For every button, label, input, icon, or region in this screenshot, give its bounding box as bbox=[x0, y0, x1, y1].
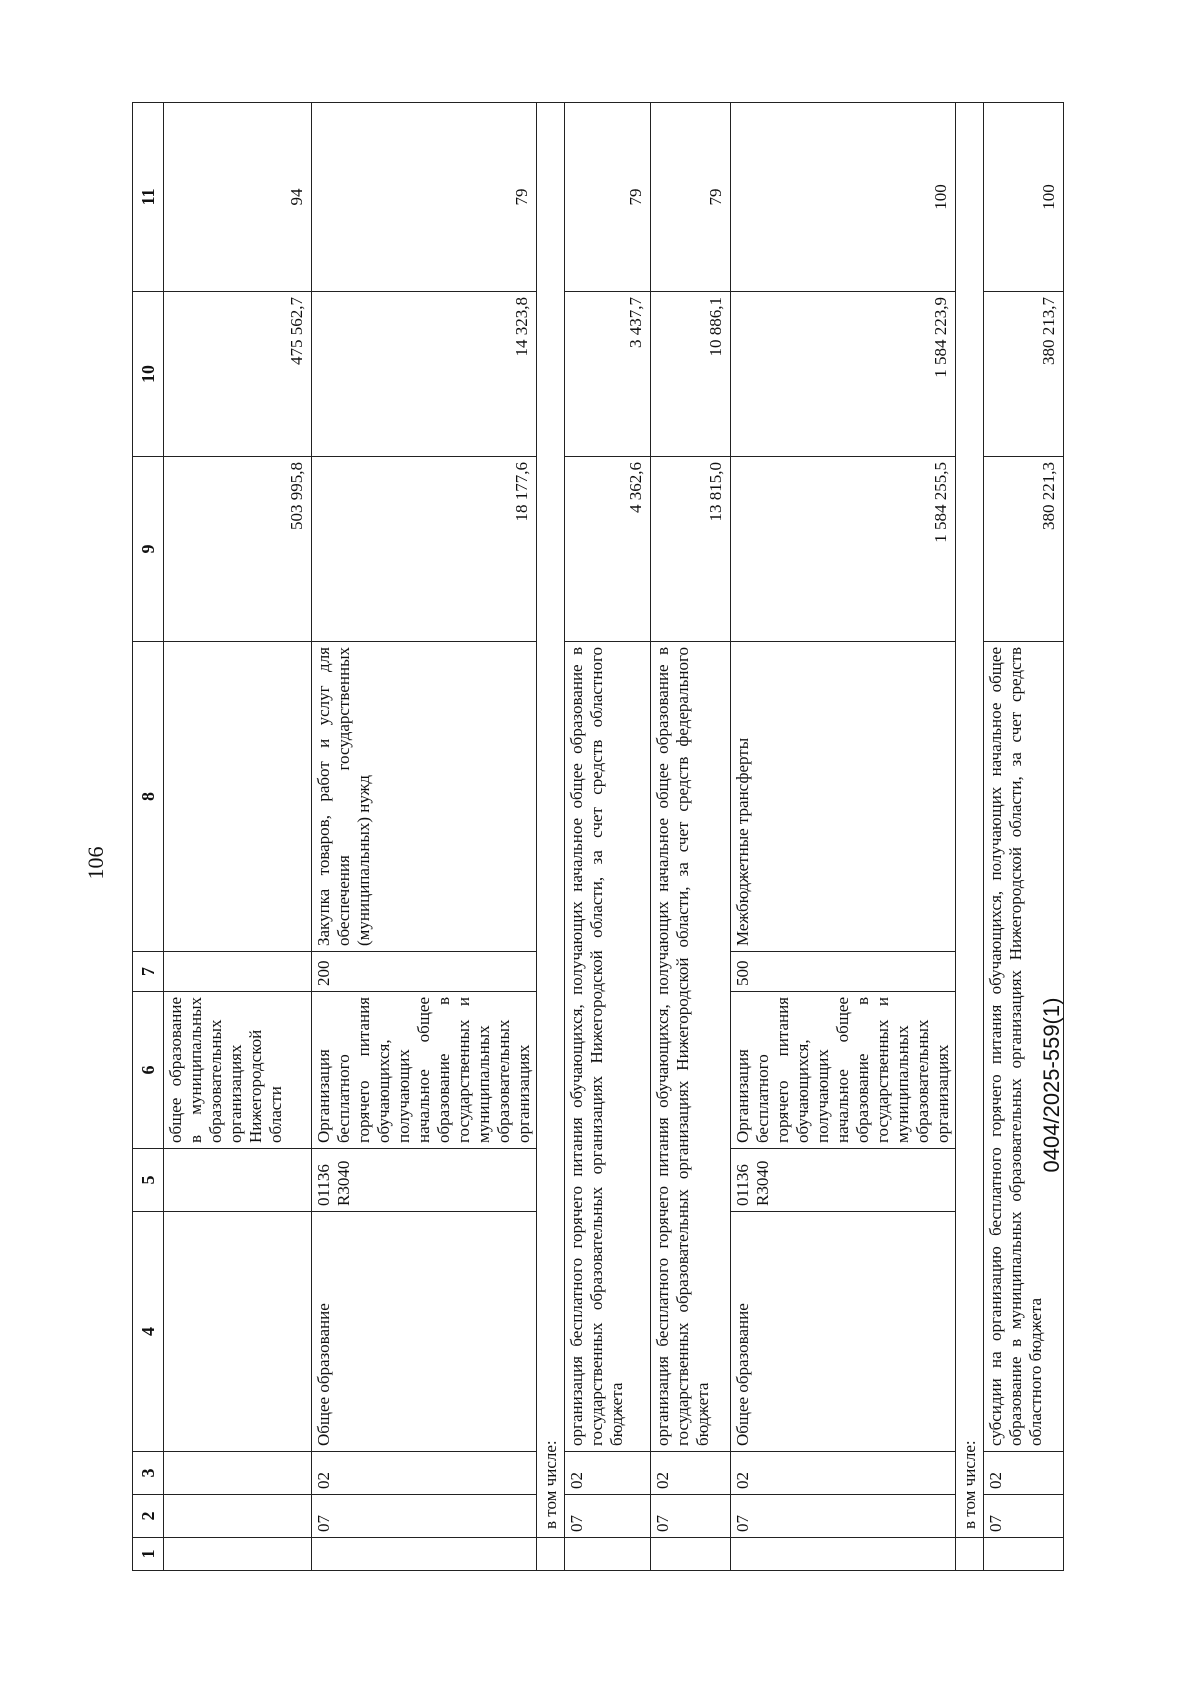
cell-c9: 4 362,6 bbox=[565, 457, 651, 642]
cell-c8: Закупка товаров, работ и услуг для обеспечения государственных (муниципальных) нужд bbox=[312, 642, 537, 952]
col-header-9: 9 bbox=[133, 457, 164, 642]
col-header-2: 2 bbox=[133, 1495, 164, 1538]
cell-c2 bbox=[164, 1495, 312, 1538]
cell-c11: 100 bbox=[984, 103, 1064, 292]
cell-c4: Общее образование bbox=[312, 1212, 537, 1452]
document-code: 0404/2025-559(1) bbox=[1039, 997, 1064, 1173]
cell-c1 bbox=[164, 1538, 312, 1571]
table-row bbox=[956, 103, 984, 1571]
cell-c10: 3 437,7 bbox=[565, 292, 651, 457]
cell-span: субсидии на организацию бесплатного горячего питания обучающихся, получающих начальное общее образование в муниципальных образовательных организациях Нижегородской области, за счет средств областного бюджета bbox=[984, 642, 1064, 1452]
col-header-10: 10 bbox=[133, 292, 164, 457]
cell-c7: 500 bbox=[731, 952, 956, 992]
cell-c7 bbox=[164, 952, 312, 992]
cell-c9: 380 221,3 bbox=[984, 457, 1064, 642]
col-header-6: 6 bbox=[133, 992, 164, 1149]
cell-span: в том числе: bbox=[956, 103, 984, 1538]
cell-c3: 02 bbox=[984, 1452, 1064, 1495]
col-header-5: 5 bbox=[133, 1149, 164, 1212]
col-header-4: 4 bbox=[133, 1212, 164, 1452]
cell-c1 bbox=[956, 1538, 984, 1571]
cell-c1 bbox=[565, 1538, 651, 1571]
cell-c3: 02 bbox=[651, 1452, 731, 1495]
cell-c3 bbox=[164, 1452, 312, 1495]
cell-c5: 01136 R3040 bbox=[312, 1149, 537, 1212]
cell-c11: 94 bbox=[164, 103, 312, 292]
table-row bbox=[731, 103, 956, 1571]
cell-c11: 79 bbox=[651, 103, 731, 292]
cell-c3: 02 bbox=[565, 1452, 651, 1495]
cell-c6: Организация бесплатного горячего питания обучающихся, получающих начальное общее образование в государственных и муниципальных образовательных организациях bbox=[312, 992, 537, 1149]
cell-c7: 200 bbox=[312, 952, 537, 992]
col-header-11: 11 bbox=[133, 103, 164, 292]
table-row bbox=[984, 103, 1064, 1571]
table-row bbox=[312, 103, 537, 1571]
cell-c2: 07 bbox=[984, 1495, 1064, 1538]
col-header-3: 3 bbox=[133, 1452, 164, 1495]
cell-c2: 07 bbox=[565, 1495, 651, 1538]
cell-c10: 475 562,7 bbox=[164, 292, 312, 457]
cell-c3: 02 bbox=[312, 1452, 537, 1495]
cell-c8: Межбюджетные трансферты bbox=[731, 642, 956, 952]
cell-c8 bbox=[164, 642, 312, 952]
cell-c11: 100 bbox=[731, 103, 956, 292]
table-row bbox=[651, 103, 731, 1571]
cell-c10: 14 323,8 bbox=[312, 292, 537, 457]
cell-c1 bbox=[537, 1538, 565, 1571]
table-row bbox=[565, 103, 651, 1571]
cell-c2: 07 bbox=[651, 1495, 731, 1538]
cell-c11: 79 bbox=[565, 103, 651, 292]
rotated-table-wrapper bbox=[132, 103, 1086, 1571]
cell-c5 bbox=[164, 1149, 312, 1212]
cell-span: организация бесплатного горячего питания обучающихся, получающих начальное общее образование в государственных образовательных организациях Нижегородской области, за счет средств областного бюджета bbox=[565, 642, 651, 1452]
header-row bbox=[133, 103, 164, 1571]
cell-c11: 79 bbox=[312, 103, 537, 292]
col-header-8: 8 bbox=[133, 642, 164, 952]
cell-c10: 380 213,7 bbox=[984, 292, 1064, 457]
cell-c2: 07 bbox=[731, 1495, 956, 1538]
cell-c4 bbox=[164, 1212, 312, 1452]
cell-c3: 02 bbox=[731, 1452, 956, 1495]
cell-c1 bbox=[984, 1538, 1064, 1571]
cell-c5: 01136 R3040 bbox=[731, 1149, 956, 1212]
col-header-7: 7 bbox=[133, 952, 164, 992]
cell-c4: Общее образование bbox=[731, 1212, 956, 1452]
cell-c2: 07 bbox=[312, 1495, 537, 1538]
budget-table bbox=[132, 102, 1064, 1571]
cell-c9: 18 177,6 bbox=[312, 457, 537, 642]
cell-c10: 1 584 223,9 bbox=[731, 292, 956, 457]
cell-c9: 13 815,0 bbox=[651, 457, 731, 642]
cell-c6: общее образование в муниципальных образовательных организациях Нижегородской области bbox=[164, 992, 312, 1149]
cell-span: в том числе: bbox=[537, 103, 565, 1538]
cell-c6: Организация бесплатного горячего питания обучающихся, получающих начальное общее образование в государственных и муниципальных образовательных организациях bbox=[731, 992, 956, 1149]
cell-c1 bbox=[731, 1538, 956, 1571]
page-number: 106 bbox=[83, 846, 108, 880]
cell-c9: 503 995,8 bbox=[164, 457, 312, 642]
cell-span: организация бесплатного горячего питания обучающихся, получающих начальное общее образование в государственных образовательных организациях Нижегородской области, за счет средств федерального бюджета bbox=[651, 642, 731, 1452]
table-row bbox=[537, 103, 565, 1571]
col-header-1: 1 bbox=[133, 1538, 164, 1571]
cell-c10: 10 886,1 bbox=[651, 292, 731, 457]
cell-c1 bbox=[312, 1538, 537, 1571]
table-row bbox=[164, 103, 312, 1571]
cell-c9: 1 584 255,5 bbox=[731, 457, 956, 642]
cell-c1 bbox=[651, 1538, 731, 1571]
